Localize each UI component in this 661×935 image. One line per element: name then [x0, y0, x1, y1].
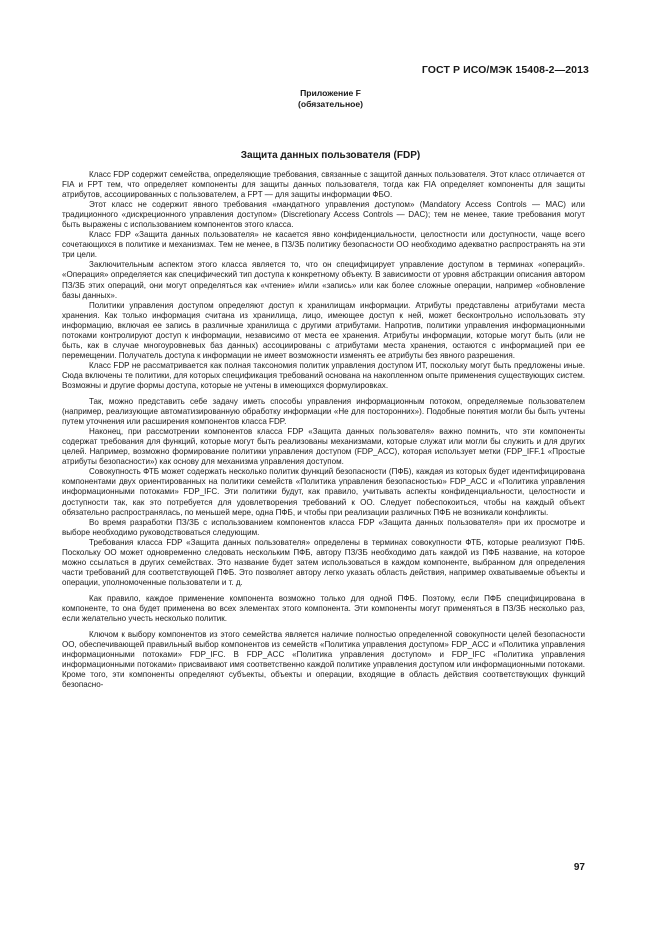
- paragraph: Требования класса FDP «Защита данных пользователя» определены в терминах совокупности ФТБ, которые реализуют ПФБ. Поскольку ОО может одновременно следовать нескольким ПФБ, автору ПЗ/ЗБ необходимо дать каждой из ПФБ название, на которое можно ссылаться в других семействах. Это название будет затем использоваться в каждом компоненте, выбранном для определения части требований для соответствующей ПФБ. Это позволяет автору легко указать область действия, например охватываемые объекты и операции, уполномоченные пользователи и т. д.: [62, 537, 585, 587]
- standard-number: ГОСТ Р ИСО/МЭК 15408-2—2013: [421, 64, 589, 76]
- paragraph: Класс FDP не рассматривается как полная таксономия политик управления доступом ИТ, поскольку могут быть предложены иные. Сюда включены те политики, для которых спецификация требований основана на накопленном опыте применения существующих систем. Возможны и другие формы доступа, которые не учтены в имеющихся формулировках.: [62, 360, 585, 390]
- paragraph: Заключительным аспектом этого класса является то, что он специфицирует управление доступом в терминах «операций». «Операция» определяется как специфический тип доступа к конкретному объекту. В зависимости от уровня абстракции описания автором ПЗ/ЗБ этих операций, они могут определяться как «чтение» и/или «запись» или как более сложные операции, например «обновление базы данных».: [62, 260, 585, 300]
- paragraph: Класс FDP «Защита данных пользователя» не касается явно конфиденциальности, целостности или доступности, чаще всего сочетающихся в политике и механизмах. Тем не менее, в ПЗ/ЗБ политику безопасности ОО необходимо адекватно распространять на эти три цели.: [62, 230, 585, 260]
- annex-label: Приложение F: [300, 88, 361, 98]
- body-text: [62, 170, 585, 690]
- paragraph: Этот класс не содержит явного требования «мандатного управления доступом» (Mandatory Access Controls — MAC) или традиционного «дискреционного управления доступом» (Discretionary Access Controls — DAC); тем не менее, такие требования могут быть выражены с использованием компонентов этого класса.: [62, 200, 585, 230]
- paragraph: Во время разработки ПЗ/ЗБ с использованием компонентов класса FDP «Защита данных пользователя» при их просмотре и выборе необходимо руководствоваться следующим.: [62, 517, 585, 537]
- page-number: 97: [573, 862, 585, 873]
- section-title: Защита данных пользователя (FDP): [240, 150, 421, 161]
- annex-status: (обязательное): [297, 99, 364, 109]
- paragraph: Так, можно представить себе задачу иметь способы управления информационным потоком, определяемые пользователем (например, реализующие автоматизированную обработку информации «Не для посторонних»). Подобные понятия могли бы быть учтены путем уточнения или расширения компонентов класса FDP.: [62, 397, 585, 427]
- annex-heading: [0, 88, 661, 110]
- paragraph: Ключом к выбору компонентов из этого семейства является наличие полностью определенной совокупности целей безопасности ОО, обеспечивающей правильный выбор компонентов из семейств «Политика управления доступом» FDP_ACC и «Политика управления информационными потоками» FDP_IFC. В FDP_ACC «Политика управления доступом» и FDP_IFC «Политика управления информационными потоками» присваивают имя соответственно каждой политике управления доступом или информационными потоками. Кроме того, эти компоненты определяют субъекты, объекты и операции, входящие в область действия соответствующих функций безопасно-: [62, 630, 585, 690]
- paragraph: Совокупность ФТБ может содержать несколько политик функций безопасности (ПФБ), каждая из которых будет идентифицирована компонентами двух ориентированных на политики семейств «Политика управления безопасностью» FDP_ACC и «Политика управления информационными потоками» FDP_IFC. Эти политики будут, как правило, учитывать аспекты конфиденциальности, целостности и доступности так, как это потребуется для удовлетворения требований к ОО. Следует побеспокоиться, чтобы на каждый объект обязательно распространялась, по меньшей мере, одна ПФБ, и чтобы при реализации различных ПФБ не возникали конфликты.: [62, 467, 585, 517]
- paragraph: Наконец, при рассмотрении компонентов класса FDP «Защита данных пользователя» важно помнить, что эти компоненты содержат требования для функций, которые могут быть реализованы механизмами, которые служат или могли бы служить и для других целей. Например, возможно формирование политики управления доступом (FDP_ACC), которая использует метки (FDP_IFF.1 «Простые атрибуты безопасности») как основу для механизма управления доступом.: [62, 427, 585, 467]
- paragraph: Класс FDP содержит семейства, определяющие требования, связанные с защитой данных пользователя. Этот класс отличается от FIA и FPT тем, что определяет компоненты для защиты данных пользователя, тогда как FIA определяет компоненты для защиты атрибутов, ассоциированных с пользователем, а FPT — для защиты информации ФБО.: [62, 170, 585, 200]
- paragraph: Политики управления доступом определяют доступ к хранилищам информации. Атрибуты представлены атрибутами места хранения. Как только информация считана из хранилища, лицо, имеющее доступ к ней, может бесконтрольно использовать эту информацию, включая ее запись в различные хранилища с другими атрибутами. Напротив, политики управления информационными потоками контролируют доступ к информации, независимо от места ее хранения. Атрибуты информации, которые могут быть (или не быть, как в случае многоуровневых баз данных) ассоциированы с атрибутами места хранения, остаются с информацией при ее перемещении. Получатель доступа к информации не имеет возможности изменять ее атрибуты без явного разрешения.: [62, 300, 585, 360]
- paragraph: Как правило, каждое применение компонента возможно только для одной ПФБ. Поэтому, если ПФБ специфицирована в компоненте, то она будет применена во всех элементах этого компонента. Эти компоненты могут применяться в ПЗ/ЗБ несколько раз, если желательно учесть несколько политик.: [62, 593, 585, 624]
